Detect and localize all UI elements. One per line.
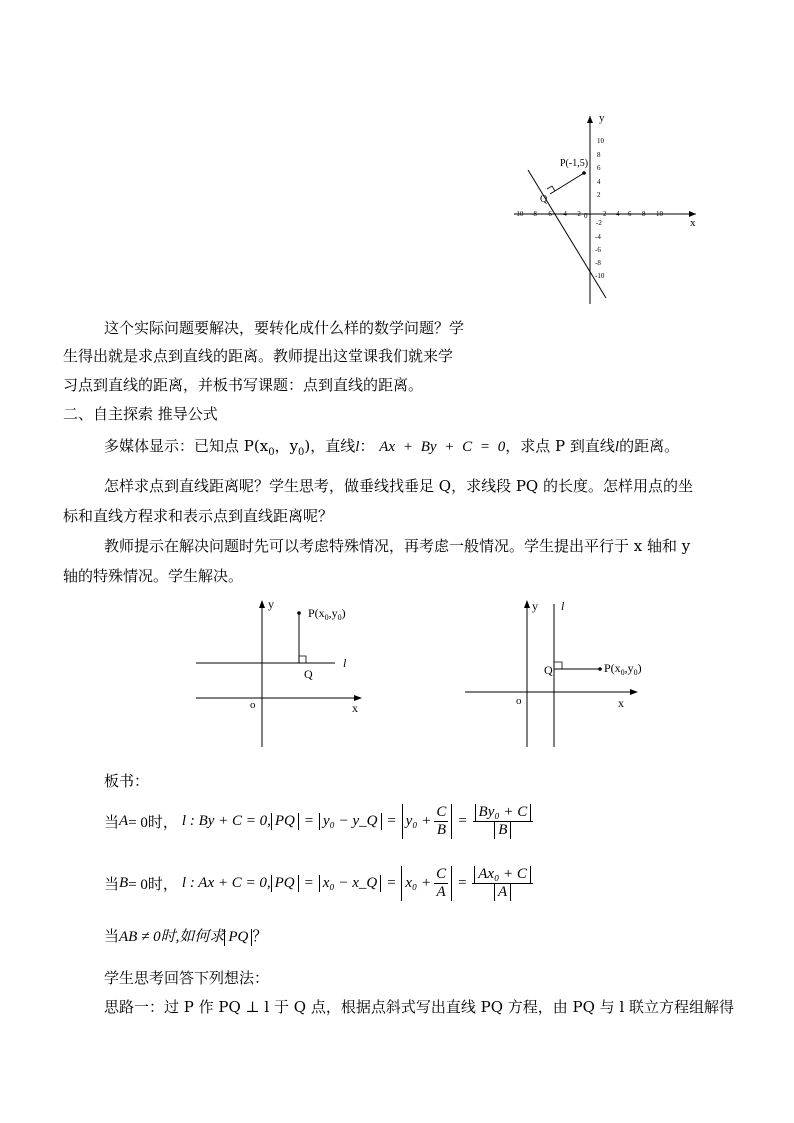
y-tick: 6 (597, 164, 601, 172)
y-tick: -4 (595, 233, 601, 241)
case-b-cond-post: = 0时， (128, 876, 178, 893)
x-tick: -2 (575, 210, 581, 218)
fraction-numerator: C (436, 865, 447, 882)
case-a-sum-abs (402, 804, 453, 839)
point-p (297, 611, 301, 615)
equals: = (457, 874, 468, 891)
y-tick: -8 (595, 259, 601, 267)
fraction-denominator: B (473, 822, 534, 839)
equals: = (386, 812, 397, 829)
point-q-label: Q (540, 194, 548, 205)
point-p-label: P(-1,5) (560, 158, 589, 169)
x-tick: -4 (561, 210, 567, 218)
fraction-denominator: A (436, 883, 446, 900)
y-axis-arrow (587, 116, 593, 123)
paragraph-3-line-2: 标和直线方程求和表示点到直线距离呢？ (63, 507, 334, 525)
left-special-case-graph (190, 594, 370, 754)
paragraph-4-line-1: 教师提示在解决问题时先可以考虑特殊情况，再考虑一般情况。学生提出平行于 x 轴和 y (104, 537, 691, 555)
origin-label: o (250, 699, 256, 711)
x-axis-label: x (690, 217, 696, 229)
point-q-label: Q (304, 667, 313, 681)
right-angle-mark (299, 656, 306, 663)
case-c-pre: 当 (104, 927, 120, 945)
paragraph-1-line-2: 生得出就是求点到直线的距离。教师提出这堂课我们就来学 (63, 347, 454, 365)
idea-one: 思路一：过 P 作 PQ ⊥ l 于 Q 点，根据点斜式写出直线 PQ 方程，由 PQ 与 l 联立方程组解得 (104, 998, 735, 1016)
equals: = (386, 874, 397, 891)
case-c-pq-abs: PQ (224, 929, 252, 946)
origin-label: o (516, 695, 522, 707)
case-c-end: ？ (252, 927, 268, 945)
y-tick: -6 (595, 246, 601, 254)
y-label: y (532, 599, 538, 613)
y-axis-label: y (599, 112, 605, 124)
right-special-case-graph (460, 594, 680, 754)
case-a-cond-pre: 当 (104, 812, 120, 831)
case-a-fraction (434, 804, 448, 839)
p2-colon: ： (359, 437, 375, 455)
case-a-cond-var: A (119, 812, 129, 829)
p2-prefix: 多媒体显示：已知点 P(x (104, 437, 269, 455)
fraction-numerator: Ax₀ + C (472, 866, 533, 884)
y-tick: 2 (597, 191, 601, 199)
case-b-sum-abs (401, 866, 452, 901)
equals: = (303, 812, 315, 829)
y-tick: -2 (596, 219, 602, 227)
students-think: 学生思考回答下列想法： (104, 969, 270, 987)
case-b-sum-pre: x₀ + (405, 874, 432, 891)
y-tick: 8 (597, 151, 601, 159)
point-p-label: $P(x_0,y_0)$ (308, 606, 346, 622)
p2-equation: Ax + By + C = 0 (379, 439, 506, 455)
paragraph-1-line-1: 这个实际问题要解决，要转化成什么样的数学问题？学 (104, 319, 465, 337)
fraction-denominator: A (472, 884, 533, 901)
case-b-pq-abs: PQ (271, 875, 299, 892)
case-b-fraction (434, 866, 448, 901)
case-b-final-fraction (472, 866, 533, 901)
point-p-label: $P(x_0,y_0)$ (604, 661, 642, 677)
equals: = (457, 812, 468, 829)
case-a-line-eq: l : By + C = 0, (181, 812, 271, 829)
p2-sub: 0 (298, 447, 305, 458)
x-tick: 8 (642, 210, 646, 218)
x-tick: 2 (603, 210, 607, 218)
case-a-pq-abs: PQ (271, 813, 299, 830)
point-p (582, 171, 586, 175)
paragraph-3-line-1: 怎样求点到直线距离呢？学生思考，做垂线找垂足 Q，求线段 PQ 的长度。怎样用点的坐 (104, 477, 693, 495)
case-a-diff-abs: y₀ − y_Q (319, 813, 382, 830)
origin-label: 0 (584, 212, 588, 220)
line-l-label: l (561, 599, 565, 613)
x-axis-arrow (630, 689, 638, 695)
x-tick: 10 (656, 210, 663, 218)
case-c-cond: AB ≠ 0时,如何求 (119, 929, 225, 945)
fraction-numerator: C (436, 803, 447, 820)
x-tick: 4 (616, 210, 620, 218)
p2-line-symbol: l (614, 439, 620, 455)
board-case-c (104, 925, 267, 946)
x-tick: -10 (514, 210, 524, 218)
x-tick: 6 (628, 210, 632, 218)
y-label: y (268, 597, 274, 611)
x-label: x (618, 696, 624, 710)
p2-mid2: )，直线 (304, 437, 356, 455)
y-axis-arrow (259, 600, 265, 608)
paragraph-2 (104, 435, 679, 464)
case-a-sum-pre: y₀ + (405, 812, 432, 829)
x-tick: -8 (531, 210, 537, 218)
fraction-numerator: By₀ + C (473, 804, 534, 822)
case-b-diff-abs: x₀ − x_Q (319, 875, 382, 892)
p2-end: 的距离。 (619, 437, 680, 455)
case-b-line-eq: l : Ax + C = 0, (181, 874, 271, 891)
p2-suffix: ，求点 P 到直线 (505, 437, 615, 455)
right-angle-mark (554, 662, 562, 669)
fraction-denominator: B (436, 821, 446, 838)
case-b-cond-var: B (119, 874, 129, 891)
x-label: x (352, 701, 358, 715)
equals: = (303, 874, 314, 891)
y-tick: -10 (595, 272, 605, 280)
paragraph-1-line-3: 习点到直线的距离，并板书写课题：点到直线的距离。 (63, 376, 424, 394)
board-case-a (104, 798, 533, 844)
y-tick: 4 (597, 178, 601, 186)
case-b-cond-pre: 当 (104, 874, 120, 893)
y-tick: 10 (597, 137, 604, 145)
top-coordinate-graph (500, 108, 710, 308)
point-p (598, 667, 602, 671)
board-case-b (104, 860, 533, 906)
right-angle-mark (547, 186, 555, 191)
line-l-label: l (343, 656, 347, 670)
x-tick: -6 (546, 210, 552, 218)
case-a-cond-post: = 0时， (128, 814, 178, 831)
y-axis-arrow (524, 600, 530, 608)
board-label: 板书： (104, 772, 150, 790)
p2-line-symbol: l (355, 439, 360, 455)
p2-sub: 0 (268, 447, 275, 458)
section-heading: 二、自主探索 推导公式 (63, 405, 218, 423)
p2-mid1: ，y (274, 437, 299, 455)
paragraph-4-line-2: 轴的特殊情况。学生解决。 (63, 567, 244, 585)
case-a-final-fraction (473, 804, 534, 839)
point-q-label: Q (544, 663, 553, 677)
